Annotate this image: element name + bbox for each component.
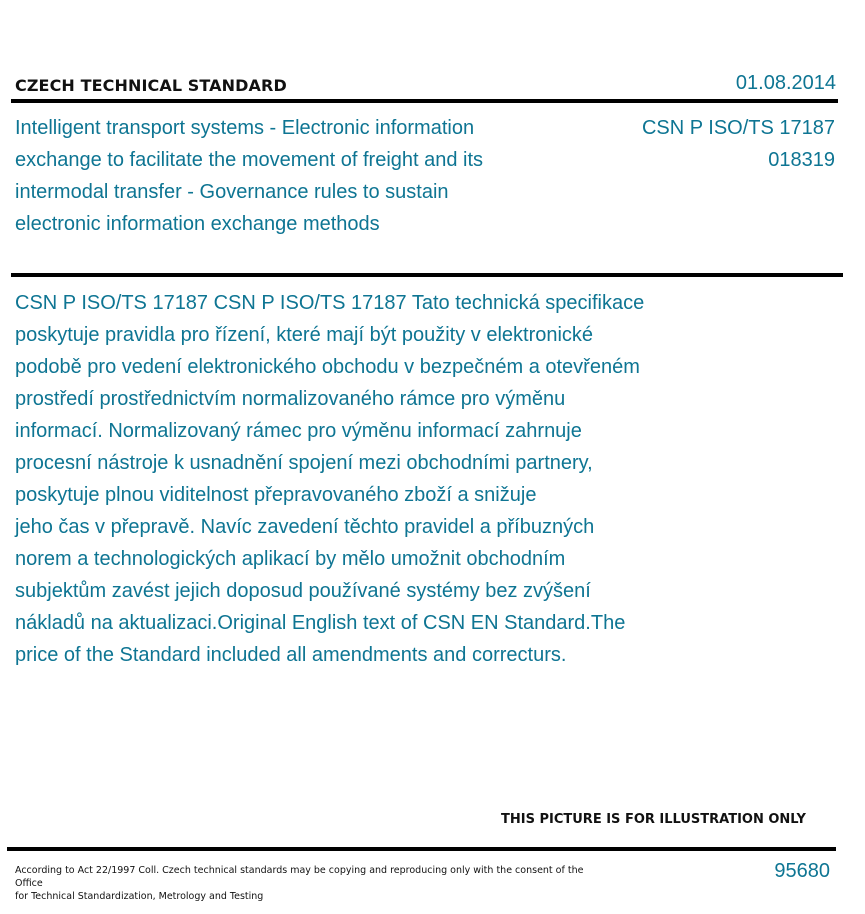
standard-code: CSN P ISO/TS 17187 [641,117,835,139]
publication-date: 01.08.2014 [735,72,836,94]
standard-title: Intelligent transport systems - Electronic information exchange to facilitate the movement of freight and its intermodal transfer - Governance rules to sustain electronic information exchange methods [15,117,484,235]
legal-notice-line-2: for Technical Standardization, Metrology and Testing [15,891,264,902]
legal-notice-line-1: According to Act 22/1997 Coll. Czech technical standards may be copying and reproducing only with the consent of the Office [15,865,584,889]
title-divider [11,273,843,277]
document-type-label: CZECH TECHNICAL STANDARD [15,76,287,95]
illustration-disclaimer: THIS PICTURE IS FOR ILLUSTRATION ONLY [501,812,806,827]
footer-divider [7,847,836,851]
legal-notice [15,864,585,903]
document-id: 95680 [774,860,830,882]
standard-number: 018319 [768,149,835,171]
standard-abstract: CSN P ISO/TS 17187 CSN P ISO/TS 17187 Tato technická specifikace poskytuje pravidla pro řízení, které mají být použity v elektronické podobě pro vedení elektronického obchodu v bezpečném a otevřeném prostředí prostřednictvím normalizovaného rámce pro výměnu informací. Normalizovaný rámec pro výměnu informací zahrnuje procesní nástroje k usnadnění spojení mezi obchodními partnery, poskytuje plnou viditelnost přepravovaného zboží a snižuje jeho čas v přepravě. Navíc zavedení těchto pravidel a příbuzných norem a technologických aplikací by mělo umožnit obchodním subjektům zavést jejich doposud používané systémy bez zvýšení nákladů na aktualizaci.Original English text of CSN EN Standard.The price of the Standard included all amendments and correcturs. [15,292,645,666]
standard-code-block [642,112,835,176]
header-divider [11,99,838,103]
